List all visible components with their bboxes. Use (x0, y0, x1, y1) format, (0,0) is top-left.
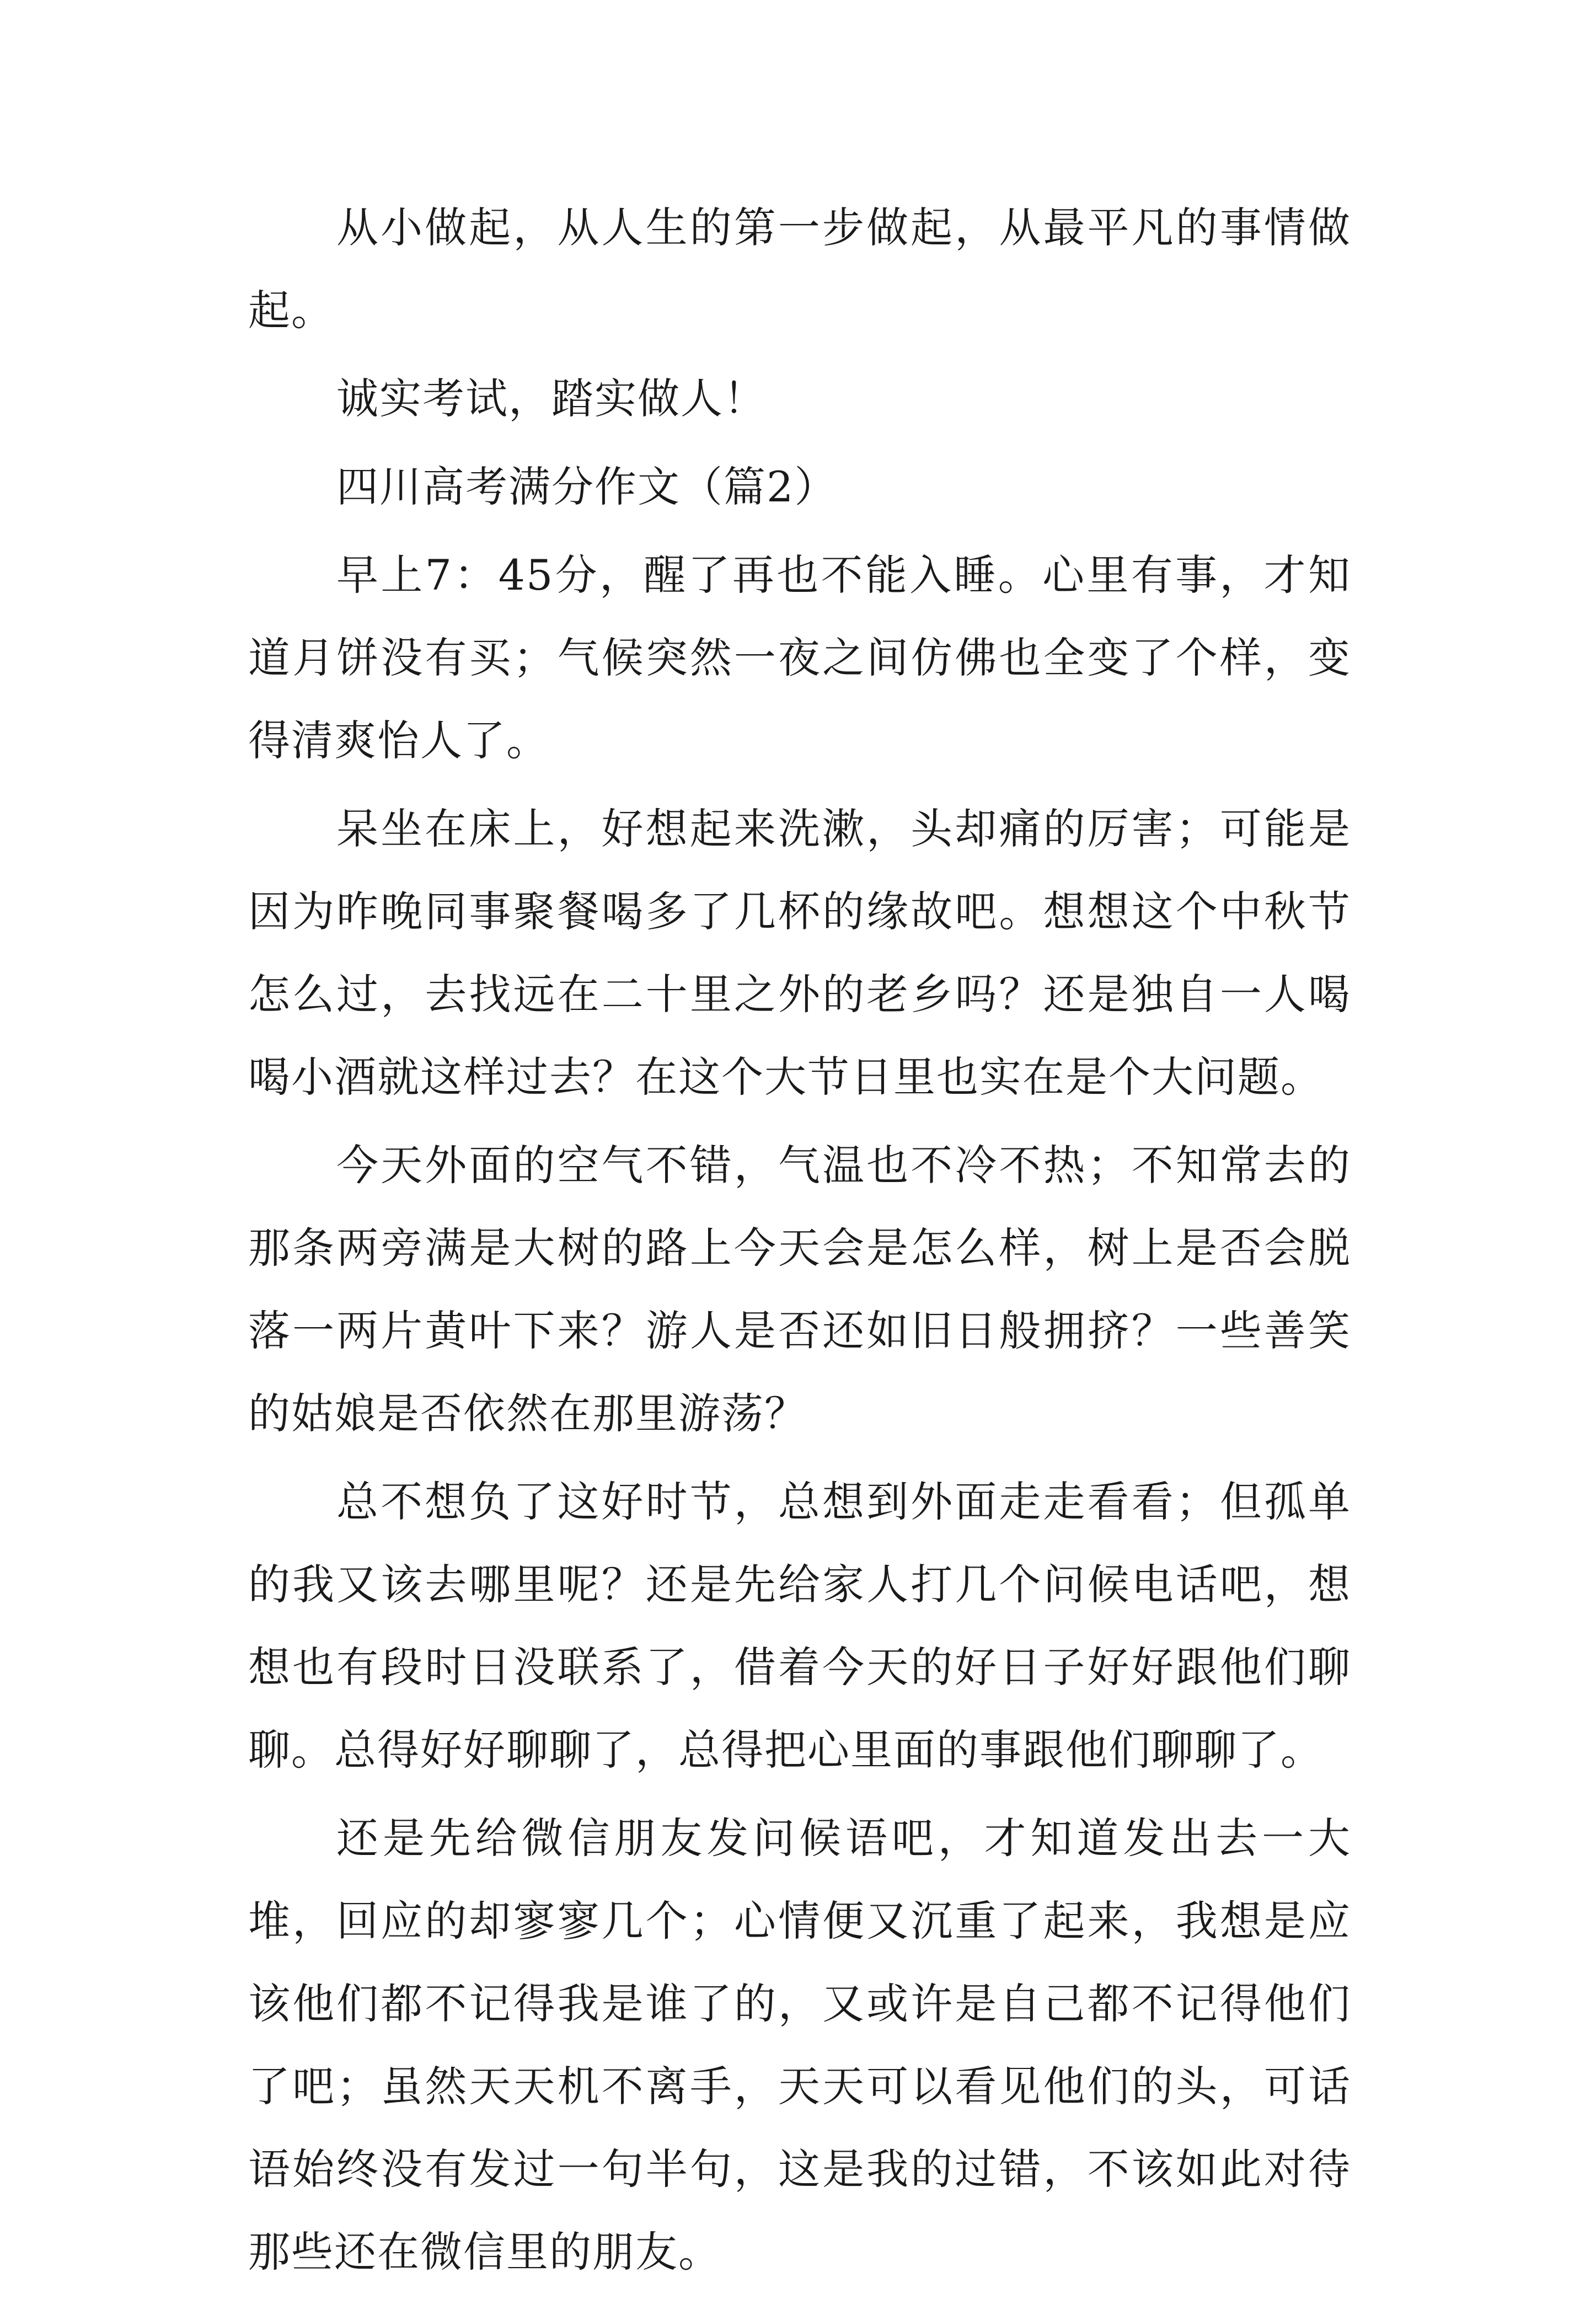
paragraph: 呆坐在床上，好想起来洗漱，头却痛的厉害；可能是因为昨晚同事聚餐喝多了几杯的缘故吧。想想这个中秋节怎么过，去找远在二十里之外的老乡吗？还是独自一人喝喝小酒就这样过去？在这个大节日里也实在是个大问题。 (248, 804, 1351, 1102)
paragraph: 总不想负了这好时节，总想到外面走走看看；但孤单的我又该去哪里呢？还是先给家人打几个问候电话吧，想想也有段时日没联系了，借着今天的好日子好好跟他们聊聊。总得好好聊聊了，总得把心里面的事跟他们聊聊了。 (248, 1477, 1351, 1774)
paragraph: 今天外面的空气不错，气温也不冷不热；不知常去的那条两旁满是大树的路上今天会是怎么样，树上是否会脱落一两片黄叶下来？游人是否还如旧日般拥挤？一些善笑的姑娘是否依然在那里游荡？ (248, 1141, 1351, 1438)
paragraph: 从小做起，从人生的第一步做起，从最平凡的事情做起。 (248, 203, 1351, 335)
paragraph: 诚实考试，踏实做人！ (336, 374, 767, 423)
paragraph: 还是先给微信朋友发问候语吧，才知道发出去一大堆，回应的却寥寥几个；心情便又沉重了起来，我想是应该他们都不记得我是谁了的，又或许是自己都不记得他们了吧；虽然天天机不离手，天天可以看见他们的头，可话语始终没有发过一句半句，这是我的过错，不该如此对待那些还在微信里的朋友。 (248, 1814, 1351, 2276)
document-body (248, 186, 1351, 2299)
section-heading: 四川高考满分作文（篇2） (336, 462, 838, 511)
paragraph: 早上7：45分，醒了再也不能入睡。心里有事，才知道月饼没有买；气候突然一夜之间仿佛也全变了个样，变得清爽怡人了。 (248, 550, 1351, 765)
